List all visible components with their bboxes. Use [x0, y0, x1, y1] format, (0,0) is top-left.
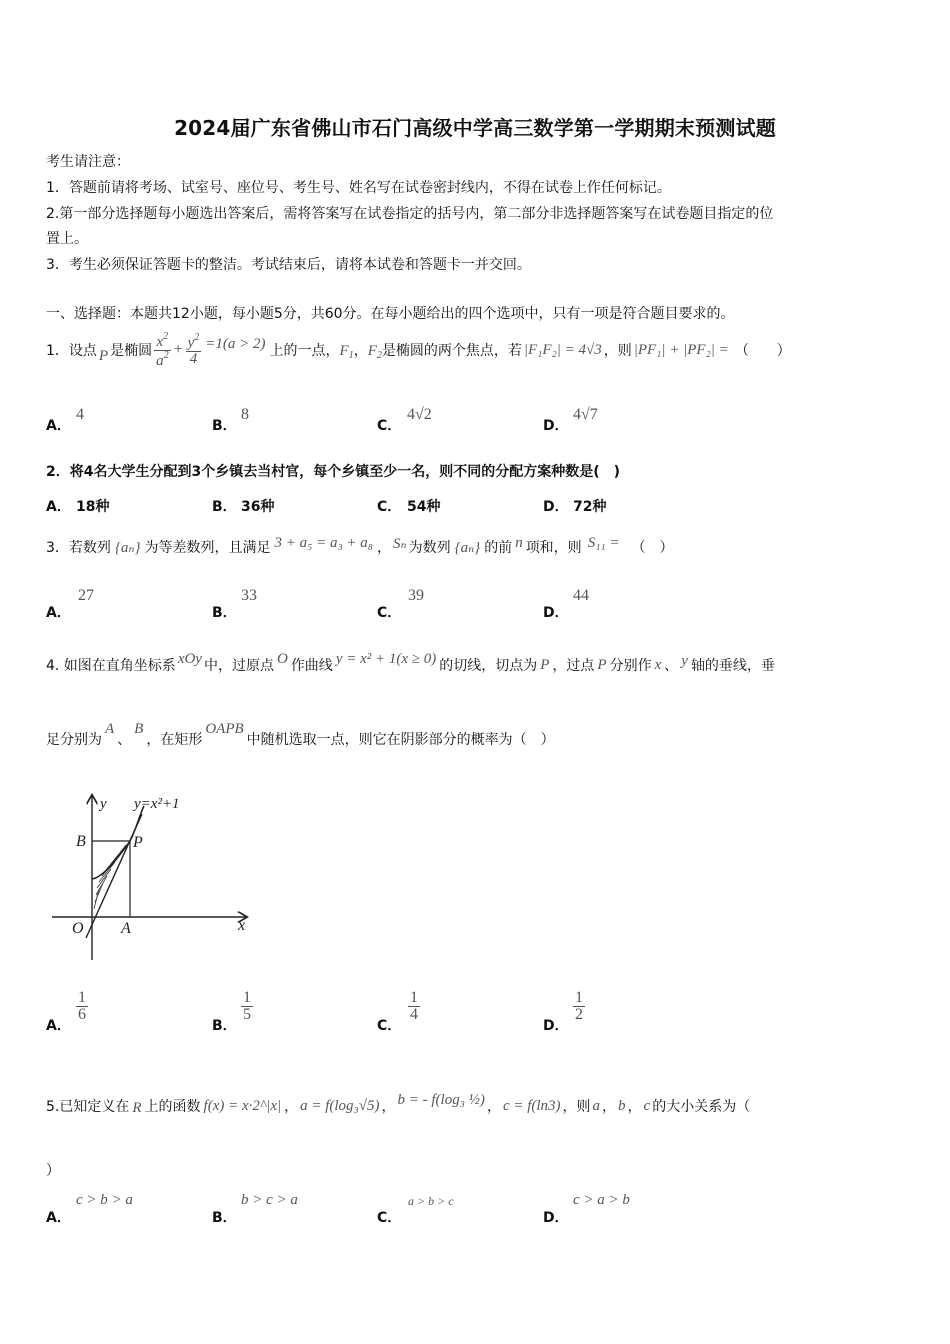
- q4-text-9: 足分别为: [46, 732, 102, 748]
- q5-r: R: [132, 1099, 142, 1116]
- q2-option-d-value: 72种: [573, 499, 607, 515]
- fig-x-label: x: [238, 917, 246, 934]
- q4-b: B: [134, 720, 144, 737]
- q5-text-8: ，: [627, 1099, 642, 1115]
- q1-f2: $F_2$: [367, 343, 382, 361]
- fig-a-label: A: [121, 920, 131, 937]
- q4-option-c-num: 1: [410, 989, 418, 1006]
- q3-text-6: 项和，则: [525, 540, 582, 556]
- q1-option-d-value: 4√7: [573, 406, 598, 423]
- question-1: 1．设点 P 是椭圆 $\frac{x^2}{a^2}$ + $\frac{y^2}{4}$ =1(a > 2) 上的一点， $F_1$ ， $F_2$ 是椭圆的两个焦点，若 |F₁F₂| = 4√3 ，则 |PF₁| + |PF₂| = （ ）: [46, 330, 791, 369]
- q5-a-def: a = f(log₃√5): [300, 1097, 380, 1114]
- q1-sum-expression: |PF₁| + |PF₂| =: [633, 341, 729, 358]
- section-heading: 一、选择题：本题共12小题，每小题5分，共60分。在每小题给出的四个选项中，只有一项是符合题目要求的。: [46, 306, 735, 322]
- notice-item-2: 2.第一部分选择题每小题选出答案后，需将答案写在试卷指定的括号内，第二部分非选择题答案写在试卷题目指定的位: [46, 206, 774, 222]
- q1-option-b-value: 8: [241, 406, 249, 423]
- q3-option-d-label: D．: [543, 605, 569, 621]
- question-2: 2．将4名大学生分配到3个乡镇去当村官，每个乡镇至少一名，则不同的分配方案种数是( ): [46, 464, 621, 480]
- q1-text-2: 上的一点，: [269, 343, 340, 359]
- q4-text-8: 轴的垂线，垂: [690, 658, 775, 674]
- q1-text-3: 是椭圆的两个焦点，若: [381, 343, 522, 359]
- q4-option-a-fraction: [76, 990, 88, 1023]
- q3-option-c-value: 39: [408, 587, 424, 604]
- q4-x: x: [654, 656, 662, 673]
- q3-bracket: （ ）: [631, 540, 674, 556]
- q2-option-b-value: 36种: [241, 499, 275, 515]
- q4-option-b-label: B．: [212, 1018, 237, 1034]
- question-3: [46, 532, 674, 562]
- q3-text-1: 3．若数列: [46, 540, 111, 556]
- q1-frac-x: $\frac{x^2}{a^2}$: [156, 330, 169, 369]
- q5-option-d-value: c > a > b: [573, 1192, 630, 1208]
- q4-option-d-fraction: [573, 990, 585, 1023]
- q5-option-a-label: A．: [46, 1210, 71, 1226]
- q1-f1: $F_1$: [339, 343, 354, 361]
- q3-option-a-label: A．: [46, 605, 71, 621]
- q4-option-b-fraction: [241, 990, 253, 1023]
- q5-c-def: c = f(ln3): [502, 1097, 561, 1114]
- q3-sequence-2: {aₙ}: [454, 539, 481, 556]
- q3-option-b-label: B．: [212, 605, 237, 621]
- q3-s11: S₁₁ =: [587, 534, 620, 551]
- q5-option-d-label: D．: [543, 1210, 569, 1226]
- question-5: [46, 1086, 750, 1126]
- q4-option-a-num: 1: [78, 989, 86, 1006]
- q1-focal-distance: |F₁F₂| = 4√3: [523, 341, 602, 358]
- q4-text-3: 作曲线: [290, 658, 333, 674]
- q5-text-1: 5.已知定义在: [46, 1099, 130, 1115]
- q5-text-6: ，则: [562, 1099, 591, 1115]
- tangent-line: [86, 814, 142, 938]
- q4-p-2: P: [597, 656, 607, 673]
- q4-text-11: ，在矩形: [146, 732, 203, 748]
- q4-p: P: [540, 656, 550, 673]
- q5-option-a-value: c > b > a: [76, 1192, 133, 1208]
- q4-text-6: 分别作: [609, 658, 652, 674]
- q2-option-c-label: C．: [377, 499, 402, 515]
- q4-text-10: 、: [117, 732, 132, 748]
- q1-four: 4: [186, 351, 202, 367]
- q5-text-5: ，: [486, 1099, 501, 1115]
- q3-option-c-label: C．: [377, 605, 402, 621]
- q1-option-d-label: D．: [543, 418, 569, 434]
- q5-close-bracket: ）: [46, 1163, 60, 1179]
- q2-option-b-label: B．: [212, 499, 237, 515]
- q3-sequence: {aₙ}: [114, 539, 141, 556]
- fig-curve-label: y=x²+1: [134, 796, 180, 812]
- q5-var-a: a: [592, 1097, 601, 1114]
- q3-option-a-value: 27: [78, 587, 94, 604]
- q3-text-3: ，: [377, 540, 392, 556]
- q4-text-2: 中，过原点: [203, 658, 274, 674]
- q1-option-a-value: 4: [76, 406, 84, 423]
- q1-text-1: 是椭圆: [110, 343, 153, 359]
- q4-option-b-num: 1: [243, 989, 251, 1006]
- q5-var-c: c: [643, 1097, 651, 1114]
- q4-option-c-den: 4: [410, 1006, 418, 1023]
- q4-option-c-label: C．: [377, 1018, 402, 1034]
- q1-option-c-value: 4√2: [407, 406, 432, 423]
- q3-text-5: 的前: [484, 540, 513, 556]
- q3-option-b-value: 33: [241, 587, 257, 604]
- q3-sn: Sₙ: [393, 535, 407, 552]
- notice-heading: 考生请注意：: [46, 154, 130, 170]
- q2-option-c-value: 54种: [407, 499, 441, 515]
- page-title: 2024届广东省佛山市石门高级中学高三数学第一学期期末预测试题: [174, 116, 776, 140]
- q4-text-4: 的切线，切点为: [439, 658, 538, 674]
- q2-option-d-label: D．: [543, 499, 569, 515]
- fig-o-label: O: [72, 920, 84, 937]
- q1-frac-y: $\frac{y^2}{4}$: [187, 332, 200, 367]
- q4-figure: [50, 788, 260, 966]
- q4-text-5: ，过点: [552, 658, 595, 674]
- q2-option-a-value: 18种: [76, 499, 110, 515]
- q1-point-p: P: [98, 347, 109, 364]
- q4-option-d-label: D．: [543, 1018, 569, 1034]
- q5-text-3: ，: [284, 1099, 299, 1115]
- q4-y: y: [681, 652, 688, 669]
- q4-origin: O: [276, 650, 288, 667]
- q3-condition: 3 + a₅ = a₃ + a₈: [274, 534, 374, 551]
- q5-function: f(x) = x·2^|x|: [203, 1097, 282, 1114]
- q2-option-a-label: A．: [46, 499, 71, 515]
- q5-text-9: 的大小关系为（: [652, 1099, 751, 1115]
- q1-num: 1．设点: [46, 343, 97, 359]
- q3-text-2: 为等差数列，且满足: [144, 540, 271, 556]
- q4-text-12: 中随机选取一点，则它在阴影部分的概率为（ ）: [246, 732, 555, 748]
- q3-text-4: 为数列: [408, 540, 451, 556]
- question-4: [46, 648, 775, 682]
- q3-option-d-value: 44: [573, 587, 589, 604]
- q3-n: n: [515, 534, 523, 551]
- q4-a: A: [105, 720, 115, 737]
- q5-text-7: ，: [602, 1099, 617, 1115]
- q1-equation: =1(a > 2): [205, 335, 266, 352]
- fig-p-label: P: [133, 834, 143, 851]
- q4-option-c-fraction: [408, 990, 420, 1023]
- q5-var-b: b: [618, 1097, 626, 1114]
- q5-option-c-label: C．: [377, 1210, 402, 1226]
- q1-x: x: [156, 333, 164, 350]
- q4-option-a-label: A．: [46, 1018, 71, 1034]
- q1-option-c-label: C．: [377, 418, 402, 434]
- q4-option-b-den: 5: [243, 1006, 251, 1023]
- q5-option-c-value: a > b > c: [408, 1194, 454, 1208]
- q5-text-2: 上的函数: [144, 1099, 201, 1115]
- notice-item-3: 3．考生必须保证答题卡的整洁。考试结束后，请将本试卷和答题卡一并交回。: [46, 257, 531, 273]
- q4-option-a-den: 6: [78, 1006, 86, 1023]
- q1-y: y: [187, 335, 195, 351]
- notice-item-1: 1．答题前请将考场、试室号、座位号、考生号、姓名写在试卷密封线内，不得在试卷上作任何标记。: [46, 180, 671, 196]
- notice-item-2-cont: 置上。: [46, 231, 88, 247]
- q1-option-b-label: B．: [212, 418, 237, 434]
- q5-option-b-value: b > c > a: [241, 1192, 298, 1208]
- q4-xoy: xOy: [177, 650, 202, 667]
- q4-text-1: 4. 如图在直角坐标系: [46, 658, 176, 674]
- q4-option-d-den: 2: [575, 1006, 583, 1023]
- fig-y-label: y: [100, 796, 107, 812]
- q5-option-b-label: B．: [212, 1210, 237, 1226]
- question-4-line-2: [46, 722, 555, 756]
- fig-b-label: B: [76, 833, 86, 850]
- q1-a: a: [156, 352, 164, 369]
- q4-curve: y = x² + 1(x ≥ 0): [335, 650, 437, 667]
- q4-option-d-num: 1: [575, 989, 583, 1006]
- q5-text-4: ，: [381, 1099, 396, 1115]
- q5-b-def: b = - f(log₃ ½): [397, 1091, 485, 1108]
- q1-bracket: （ ）: [734, 343, 791, 359]
- q4-oapb: OAPB: [205, 720, 244, 737]
- q4-text-7: 、: [664, 658, 679, 674]
- q1-text-4: ，则: [603, 343, 632, 359]
- q1-option-a-label: A．: [46, 418, 71, 434]
